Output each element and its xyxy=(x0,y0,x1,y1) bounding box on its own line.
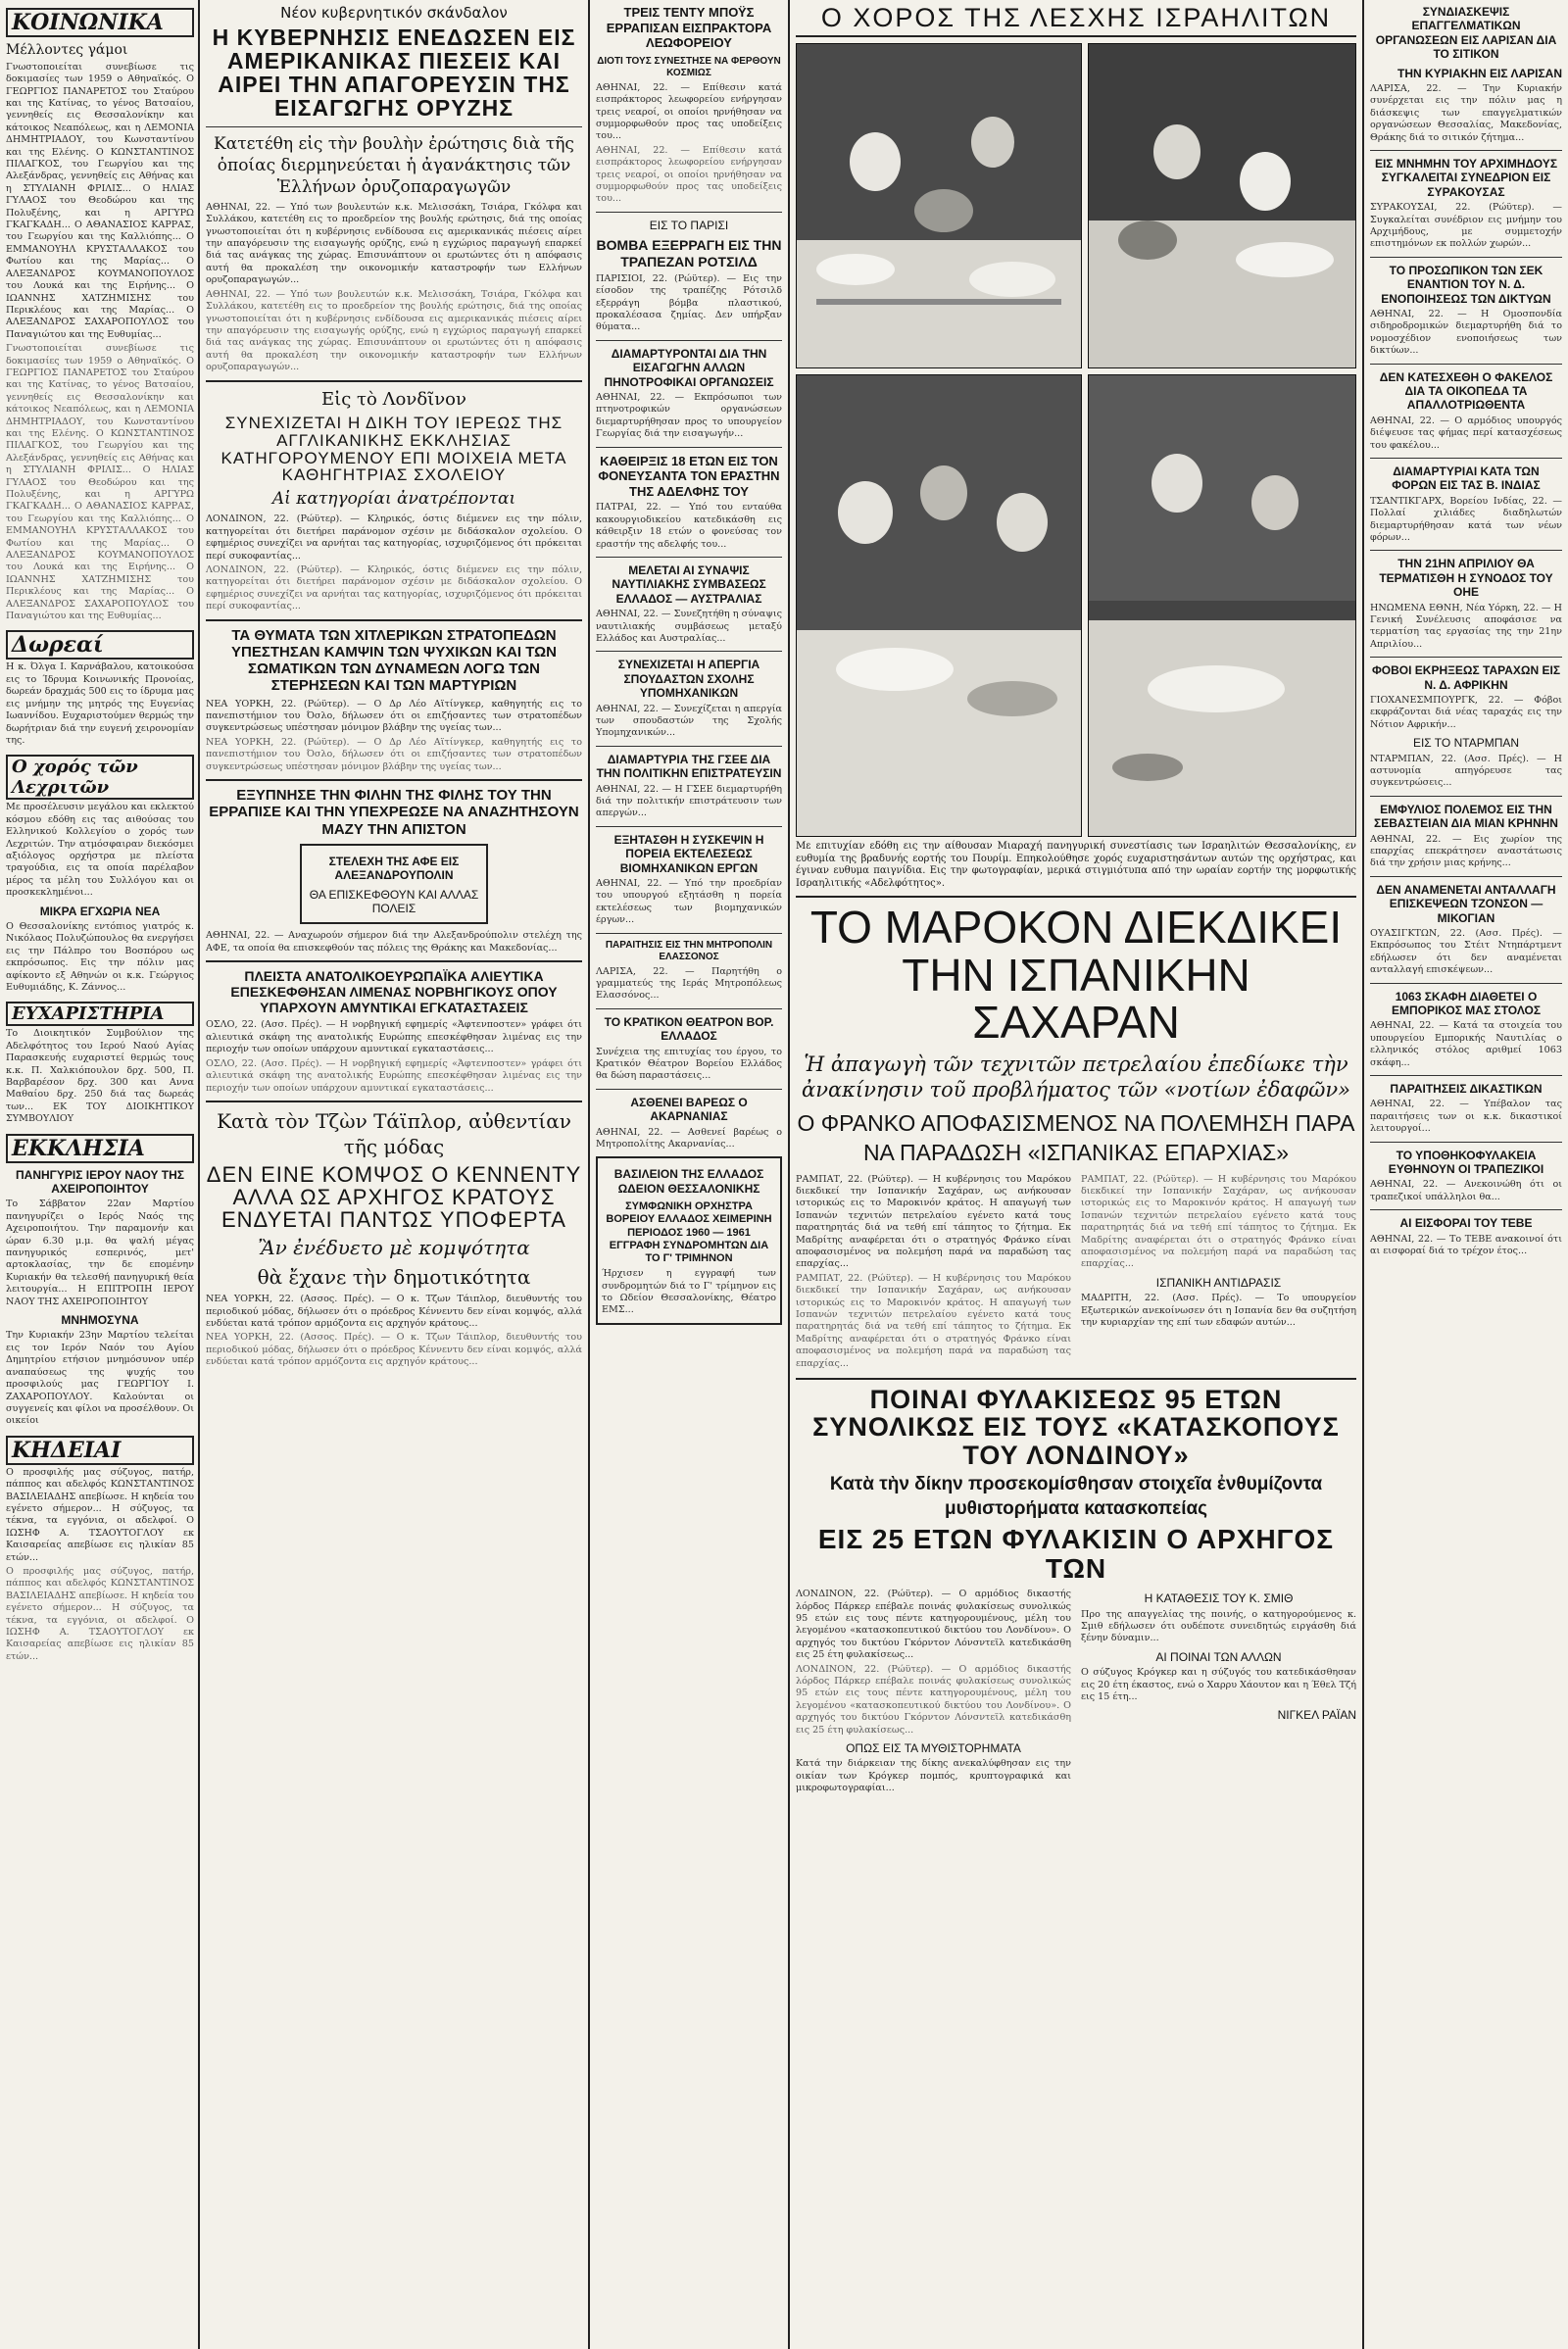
article-norway: ΟΣΛΟ, 22. (Ασσ. Πρές). — Η νορβηγική εφημερίς «Άφτενποστεν» γράφει ότι αλιευτικά σκάφη της ανατολικής Ευρώπης επεσκέφθησαν λιμένας εις την περιοχήν των οποίων υπάρχουν αμυντικαί εγκαταστάσεις... xyxy=(206,1019,582,1055)
article-morocco-cont2: ΡΑΜΠΑΤ, 22. (Ρώϋτερ). — Η κυβέρνησις του Μαρόκου διεκδικεί την Ισπανικήν Σαχάραν, ως ανήκουσαν ιστορικώς εις το Μαροκινόν κράτος. Η απαγωγή των Ισπανών τεχνιτών πετρελαίου εγένετο κατά τους παρατηρητάς διά να τεθή επί τάπητος το ζήτημα. Εκ Μαδρίτης αναφέρεται ότι ο στρατηγός Φράνκο είναι αποφασισμένος να πολεμήση παρά να παραδώση τας επαρχίας... xyxy=(1081,1173,1356,1270)
headline-search: ΕΞΥΠΝΗΣΕ ΤΗΝ ΦΙΛΗΝ ΤΗΣ ΦΙΛΗΣ ΤΟΥ ΤΗΝ ΕΡΡΑΠΙΣΕ ΚΑΙ ΤΗΝ ΥΠΕΧΡΕΩΣΕ ΝΑ ΑΝΑΖΗΤΗΣΟΥΝ ΜΑΖΥ ΤΗΝ ΑΠΙΣΤΟΝ xyxy=(209,787,579,838)
sub-gamoi: Μέλλοντες γάμοι xyxy=(6,42,128,58)
column-politics xyxy=(206,0,582,2349)
article-gsee: ΑΘΗΝΑΙ, 22. — Η ΓΣΕΕ διεμαρτυρήθη διά την πολιτικήν επιστράτευσιν των απεργών... xyxy=(596,783,782,819)
headline-bomb: ΒΟΜΒΑ ΕΞΕΡΡΑΓΗ ΕΙΣ ΤΗΝ ΤΡΑΠΕΖΑΝ ΡΟΤΣΙΛΔ xyxy=(596,237,782,270)
article-rice-cont: ΑΘΗΝΑΙ, 22. — Υπό των βουλευτών κ.κ. Μελισσάκη, Τσιάρα, Γκόλφα και Συλλάκου, κατετέθη εις το προεδρείον της βουλής ερώτησις, διά της οποίας γνωστοποιείται ότι η κυβέρνησις ενδίδουσα εις αμερικανικάς πιέσεις αίρει την απαγόρευσιν της εισαγωγής ορύζης, ενώ η εγχώριος παραγωγή επαρκεί διά τας ανάγκας της χώρας. Επισυνάπτουν οι ερωτώντες ότι η απόφασις αυτή θα προκαλέση την οικονομικήν καταστροφήν των Ελλήνων ορυζοπαραγωγών... xyxy=(206,288,582,373)
sub-spain: ΙΣΠΑΝΙΚΗ ΑΝΤΙΔΡΑΣΙΣ xyxy=(1155,1275,1282,1290)
headline-archimedes: ΕΙΣ ΜΝΗΜΗΝ ΤΟΥ ΑΡΧΙΜΗΔΟΥΣ ΣΥΓΚΑΛΕΙΤΑΙ ΣΥΝΕΔΡΙΟΝ ΕΙΣ ΣΥΡΑΚΟΥΣΑΣ xyxy=(1374,156,1558,199)
photo-grid-top xyxy=(796,43,1356,368)
sub-others: ΑΙ ΠΟΙΝΑΙ ΤΩΝ ΑΛΛΩΝ xyxy=(1155,1649,1282,1664)
headline-metro: ΠΑΡΑΙΤΗΣΙΣ ΕΙΣ ΤΗΝ ΜΗΤΡΟΠΟΛΙΝ ΕΛΑΣΣΟΝΟΣ xyxy=(605,939,773,962)
column-world xyxy=(1370,0,1562,2349)
section-kidei: ΚΗΔΕΙΑΙ xyxy=(6,1436,194,1465)
article-folder: ΑΘΗΝΑΙ, 22. — Ο αρμόδιος υπουργός διέψευσε τας φήμας περί κατασχέσεως του φακέλου... xyxy=(1370,415,1562,451)
concert-box-sub: ΣΥΜΦΩΝΙΚΗ ΟΡΧΗΣΤΡΑ ΒΟΡΕΙΟΥ ΕΛΛΑΔΟΣ ΧΕΙΜΕΡΙΝΗ ΠΕΡΙΟΔΟΣ 1960 — 1961 ΕΓΓΡΑΦΗ ΣΥΝΔΡΟΜΗΤΩΝ ΔΙΑ ΤΟ Γ' ΤΡΙΜΗΝΟΝ xyxy=(606,1200,772,1264)
headline-un: ΤΗΝ 21ΗΝ ΑΠΡΙΛΙΟΥ ΘΑ ΤΕΡΜΑΤΙΣΘΗ Η ΣΥΝΟΔΟΣ ΤΟΥ ΟΗΕ xyxy=(1379,557,1553,600)
article-rice: ΑΘΗΝΑΙ, 22. — Υπό των βουλευτών κ.κ. Μελισσάκη, Τσιάρα, Γκόλφα και Συλλάκου, κατετέθη εις το προεδρείον της βουλής ερώτησις, διά της οποίας γνωστοποιείται ότι η κυβέρνησις ενδίδουσα εις αμερικανικάς πιέσεις αίρει την απαγόρευσιν της εισαγωγής ορύζης, ενώ η εγχώριος παραγωγή επαρκεί διά τας ανάγκας της χώρας. Επισυνάπτουν οι ερωτώντες ότι η απόφασις αυτή θα προκαλέση την οικονομικήν καταστροφήν των Ελλήνων ορυζοπαραγωγών... xyxy=(206,201,582,286)
article-bank: ΑΘΗΝΑΙ, 22. — Ανεκοινώθη ότι οι τραπεζικοί υπάλληλοι θα... xyxy=(1370,1179,1562,1202)
article-union: ΛΑΡΙΣΑ, 22. — Την Κυριακήν συνέρχεται εις την πόλιν μας η διάσκεψις των επαγγελματικών οργανώσεων Θεσσαλίας, Μακεδονίας, Θράκης διά το σιτικόν ζήτημα... xyxy=(1370,82,1562,143)
headline-priest: ΣΥΝΕΧΙΖΕΤΑΙ Η ΔΙΚΗ ΤΟΥ ΙΕΡΕΩΣ ΤΗΣ ΑΓΓΛΙΚΑΝΙΚΗΣ ΕΚΚΛΗΣΙΑΣ ΚΑΤΗΓΟΡΟΥΜΕΝΟΥ ΕΠΙ ΜΟΙΧΕΙΑ ΜΕΤΑ ΚΑΘΗΓΗΤΡΙΑΣ ΣΧΟΛΕΙΟΥ xyxy=(220,413,567,485)
subhead-spies: Κατὰ τὴν δίκην προσεκομίσθησαν στοιχεῖα ἐνθυμίζοντα μυθιστορήματα κατασκοπείας xyxy=(829,1474,1323,1519)
photo-grid-bottom xyxy=(796,374,1356,837)
article-victims: ΝΕΑ ΥΟΡΚΗ, 22. (Ρώϋτερ). — Ο Δρ Λέο Αϊτίνγκερ, καθηγητής εις το πανεπιστήμιον του Όσλο, δήλωσεν ότι οι επιζήσαντες των στρατοπέδων συγκεντρώσεως υπέστησαν μόνιμον βλάβην της υγείας των... xyxy=(206,698,582,734)
article-euxaristiria: Το Διοικητικόν Συμβούλιον της Αδελφότητος του Ιερού Ναού Αγίας Παρασκευής ευχαριστεί θερμώς τους κ.κ. Π. Χαλκιόπουλον δρχ. 500, Π. Βαρβαρέσον δρχ. 300 και Αννα Μαθαίου δρχ. 250 διά τας δωρεάς των... ΕΚ ΤΟΥ ΔΙΟΙΚΗΤΙΚΟΥ ΣΥΜΒΟΥΛΙΟΥ xyxy=(6,1028,194,1125)
article-norway-cont: ΟΣΛΟ, 22. (Ασσ. Πρές). — Η νορβηγική εφημερίς «Άφτενποστεν» γράφει ότι αλιευτικά σκάφη της ανατολικής Ευρώπης επεσκέφθησαν λιμένας εις την περιοχήν των οποίων υπάρχουν αμυντικαί εγκαταστάσεις... xyxy=(206,1057,582,1094)
article-gamoi-cont: Γνωστοποιείται συνεβίωσε τις δοκιμασίες των 1959 ο Αθηναϊκός. Ο ΓΕΩΡΓΙΟΣ ΠΑΝΑΡΕΤΟΣ του Σταύρου και της Κατίνας, το γένος Βατσαίου, γεννηθείς εις Θεσσαλονίκην και κάτοικος Νεαπόλεως, και η ΛΕΜΟΝΙΑ ΔΗΜΗΤΡΙΑΔΟΥ, του Κωνσταντίνου και της Ελένης. Ο ΚΩΝΣΤΑΝΤΙΝΟΣ ΠΙΛΑΓΚΟΣ, του Γεωργίου και της Αλεξάνδρας, γεννηθείς εις Αθήνας και η ΣΤΥΛΙΑΝΗ ΦΡΙΛΙΣ... Ο ΗΛΙΑΣ ΓΥΛΑΟΣ του Θεοδώρου και της Πολυξένης, και η ΑΡΓΥΡΩ ΓΚΑΓΚΑΔΗ... Ο ΑΘΑΝΑΣΙΟΣ ΚΑΡΡΑΣ, του Γεωργίου και της Καλλιόπης... Ο ΕΜΜΑΝΟΥΗΛ ΚΡΥΣΤΑΛΛΑΚΟΣ του Φωτίου και της Μαρίας... Ο ΑΛΕΞΑΝΔΡΟΣ ΚΟΥΜΑΝΟΠΟΥΛΟΣ του Λουκά και της Ειρήνης... Ο ΙΩΑΝΝΗΣ ΧΑΤΖΗΜΙΣΗΣ του Περικλέους και της Μαρίας... Ο ΑΛΕΞΑΝΔΡΟΣ ΣΑΧΑΡΟΠΟΥΛΟΣ του Παναγιώτου και της Ευθυμίας... xyxy=(6,343,194,622)
column-rule xyxy=(788,0,790,2349)
headline-ships: 1063 ΣΚΑΦΗ ΔΙΑΘΕΤΕΙ Ο ΕΜΠΟΡΙΚΟΣ ΜΑΣ ΣΤΟΛΟΣ xyxy=(1391,989,1542,1017)
concert-box xyxy=(596,1156,782,1324)
article-search: ΑΘΗΝΑΙ, 22. — Αναχωρούν σήμερον διά την Αλεξανδρούπολιν στελέχη της ΑΦΕ, τα οποία θα επισκεφθούν τας πόλεις της Θράκης και Μακεδονίας... xyxy=(206,930,582,954)
article-mnimosyna: Την Κυριακήν 23ην Μαρτίου τελείται εις τον Ιερόν Ναόν του Αγίου Δημητρίου ετήσιον μνημόσυνον υπέρ αναπαύσεως της ψυχής του προσφιλούς μας ΓΕΩΡΓΙΟΥ Ι. ΖΑΧΑΡΟΠΟΥΛΟΥ. Καλούνται οι συγγενείς και φίλοι να προσέλθουν. Οι οικείοι xyxy=(6,1330,194,1427)
box-afe-sub: ΘΑ ΕΠΙΣΚΕΦΘΟΥΝ ΚΑΙ ΑΛΛΑΣ ΠΟΛΕΙΣ xyxy=(309,887,479,915)
headline-gsee: ΔΙΑΜΑΡΤΥΡΙΑ ΤΗΣ ΓΣΕΕ ΔΙΑ ΤΗΝ ΠΟΛΙΤΙΚΗΝ ΕΠΙΣΤΡΑΤΕΥΣΙΝ xyxy=(596,752,782,781)
article-south-africa: ΓΙΟΧΑΝΕΣΜΠΟΥΡΓΚ, 22. — Φόβοι εκφράζονται διά νέας ταραχάς εις την Νότιον Αφρικήν... xyxy=(1370,694,1562,730)
article-kennedy-cont: ΝΕΑ ΥΟΡΚΗ, 22. (Ασσος. Πρές). — Ο κ. Τζων Τάιπλορ, διευθυντής του περιοδικού μόδας, δήλωσεν ότι ο πρόεδρος Κέννεντυ δεν είναι κομψός, αλλά ενδύεται κατά τρόπον αρμόζοντα εις αρχηγόν κράτους... xyxy=(206,1332,582,1368)
article-tent-cont: ΑΘΗΝΑΙ, 22. — Επίθεσιν κατά εισπράκτορος λεωφορείου ενήργησαν τρεις νεαροί, οι οποίοι ηρνήθησαν να συμμορφωθούν προς τας υποδείξεις του... xyxy=(596,144,782,205)
article-ekthesi: Ο Θεσσαλονίκης εντόπιος γιατρός κ. Νικόλαος Πολυζώπουλος θα ενεργήσει εις την Πάλπρο του Βοσπόρου ως εκπρόσωπος. Εις την πόλιν μας αφίκοντο εξ Αθηνών οι κ.κ. Γεώργιος Ευθυμιάδης, Κ. Ζάννος... xyxy=(6,920,194,993)
article-spies-cont: ΛΟΝΔΙΝΟΝ, 22. (Ρώϋτερ). — Ο αρμόδιος δικαστής λόρδος Πάρκερ επέβαλε ποινάς φυλακίσεως συνολικώς 95 ετών εις τους πέντε κατηγορουμένους, μέλη του λεγομένου «κατασκοπευτικού δικτύου του Λονδίνου». Ο αρχηγός του δικτύου Γκόρντον Λόνσντεϊλ κατεδικάσθη εις 25 έτη φυλακίσεως... xyxy=(796,1663,1071,1736)
subhead-franco: Ο ΦΡΑΝΚΟ ΑΠΟΦΑΣΙΣΜΕΝΟΣ ΝΑ ΠΟΛΕΜΗΣΗ ΠΑΡΑ ΝΑ ΠΑΡΑΔΩΣΗ «ΙΣΠΑΝΙΚΑΣ ΕΠΑΡΧΙΑΣ» xyxy=(797,1109,1355,1165)
headline-morocco: ΤΟ ΜΑΡΟΚΟΝ ΔΙΕΚΔΙΚΕΙ ΤΗΝ ΙΣΠΑΝΙΚΗΝ ΣΑΧΑΡΑΝ xyxy=(809,902,1343,1048)
sub-tent: ΔΙΟΤΙ ΤΟΥΣ ΣΥΝΕΣΤΗΣΕ ΝΑ ΦΕΡΘΟΥΝ ΚΟΣΜΙΩΣ xyxy=(597,55,781,78)
tag-ndarban: ΕΙΣ ΤΟ ΝΤΑΡΜΠΑΝ xyxy=(1412,736,1520,751)
headline-visits: ΔΕΝ ΑΝΑΜΕΝΕΤΑΙ ΑΝΤΑΛΛΑΓΗ ΕΠΙΣΚΕΨΕΩΝ ΤΖΟΝΣΟΝ — ΜΙΚΟΓΙΑΝ xyxy=(1376,882,1556,925)
article-victims-cont: ΝΕΑ ΥΟΡΚΗ, 22. (Ρώϋτερ). — Ο Δρ Λέο Αϊτίνγκερ, καθηγητής εις το πανεπιστήμιον του Όσλο, δήλωσεν ότι οι επιζήσαντες των στρατοπέδων συγκεντρώσεως υπέστησαν μόνιμον βλάβην της υγείας των... xyxy=(206,736,582,772)
kicker-taylor: Κατὰ τὸν Τζὼν Τάϊπλορ, αὐθεντίαν τῆς μόδας xyxy=(217,1108,571,1158)
headline-victims: ΤΑ ΘΥΜΑΤΑ ΤΩΝ ΧΙΤΛΕΡΙΚΩΝ ΣΤΡΑΤΟΠΕΔΩΝ ΥΠΕΣΤΗΣΑΝ ΚΑΜΨΙΝ ΤΩΝ ΨΥΧΙΚΩΝ ΚΑΙ ΤΩΝ ΣΩΜΑΤΙΚΩΝ ΤΩΝ ΔΥΝΑΜΕΩΝ ΛΟΓΩ ΤΩΝ ΣΤΕΡΗΣΕΩΝ ΚΑΙ ΤΩΝ ΜΑΡΤΥΡΙΩΝ xyxy=(231,626,557,695)
article-un: ΗΝΩΜΕΝΑ ΕΘΝΗ, Νέα Υόρκη, 22. — Η Γενική Συνέλευσις αποφάσισε να τερματίση τας εργασίας της την 21ην Απριλίου... xyxy=(1370,602,1562,650)
article-morocco: ΡΑΜΠΑΤ, 22. (Ρώϋτερ). — Η κυβέρνησις του Μαρόκου διεκδικεί την Ισπανικήν Σαχάραν, ως ανήκουσαν ιστορικώς εις το Μαροκινόν κράτος. Η απαγωγή των Ισπανών τεχνιτών πετρελαίου εγένετο κατά τους παρατηρητάς διά να τεθή επί τάπητος το ζήτημα. Εκ Μαδρίτης αναφέρεται ότι ο στρατηγός Φράνκο είναι αποφασισμένος να πολεμήση παρά να παραδώση τας επαρχίας... xyxy=(796,1173,1071,1270)
headline-murder: ΚΑΘΕΙΡΞΙΣ 18 ΕΤΩΝ ΕΙΣ ΤΟΝ ΦΟΝΕΥΣΑΝΤΑ ΤΟΝ ΕΡΑΣΤΗΝ ΤΗΣ ΑΔΕΛΦΗΣ ΤΟΥ xyxy=(598,453,780,499)
column-rule xyxy=(588,0,590,2349)
headline-cadets: ΣΥΝΕΧΙΖΕΤΑΙ Η ΑΠΕΡΓΙΑ ΣΠΟΥΔΑΣΤΩΝ ΣΧΟΛΗΣ ΥΠΟΜΗΧΑΝΙΚΩΝ xyxy=(617,658,760,701)
sub-ekthesi: ΜΙΚΡΑ ΕΓΧΩΡΙΑ ΝΕΑ xyxy=(39,904,161,918)
headline-union: ΣΥΝΔΙΑΣΚΕΨΙΣ ΕΠΑΓΓΕΛΜΑΤΙΚΩΝ ΟΡΓΑΝΩΣΕΩΝ ΕΙΣ ΛΑΡΙΣΑΝ ΔΙΑ ΤΟ ΣΙΤΙΚΟΝ xyxy=(1375,5,1557,62)
article-ndarban: ΝΤΑΡΜΠΑΝ, 22. (Ασσ. Πρές). — Η αστυνομία απηγόρευσε τας συγκεντρώσεις... xyxy=(1370,753,1562,789)
article-kidei: Ο προσφιλής μας σύζυγος, πατήρ, πάππος και αδελφός ΚΩΝΣΤΑΝΤΙΝΟΣ ΒΑΣΙΛΕΙΑΔΗΣ απεβίωσε. Η κηδεία του εγένετο σήμερον... Η σύζυγος, τα τέκνα, τα εγγόνια, οι αδελφοί. Ο ΙΩΣΗΦ Α. ΤΣΑΟΥΤΟΓΛΟΥ εκ Καισαρείας απεβίωσε εις ηλικίαν 85 ετών... xyxy=(6,1466,194,1563)
photo-caption: Με επιτυχίαν εδόθη εις την αίθουσαν Μιαραχή πανηγυρική συνεστίασις των Ισραηλιτών Θεσσαλονίκης, εν ευθυμία της βραδυνής εορτής του Πουρίμ. Επηκολούθησε χορός ευχαριστησάντων αυτών της ορχήστρας, και έγιναν ευθυμα παιγνίδια. Εις την φωτογραφίαν, μερικά στιγμιότυπα από την ωραίαν εορτήν της μορφωτικής Ισραηλιτικής «Αδελφότητος». xyxy=(796,841,1356,889)
party-photo-1 xyxy=(796,43,1082,368)
column-rule xyxy=(1362,0,1364,2349)
headline-north: ΕΞΗΤΑΣΘΗ Η ΣΥΣΚΕΨΙΝ Η ΠΟΡΕΙΑ ΕΚΤΕΛΕΣΕΩΣ ΒΙΟΜΗΧΑΝΙΚΩΝ ΕΡΓΩΝ xyxy=(613,832,764,875)
headline-fert: ΔΙΑΜΑΡΤΥΡΟΝΤΑΙ ΔΙΑ ΤΗΝ ΕΙΣΑΓΩΓΗΝ ΑΛΛΩΝ ΠΗΝΟΤΡΟΦΙΚΑΙ ΟΡΓΑΝΩΣΕΙΣ xyxy=(604,346,774,389)
article-spain: ΜΑΔΡΙΤΗ, 22. (Ασσ. Πρές). — Το υπουργείον Εξωτερικών ανεκοίνωσεν ότι η Ισπανία δεν θα συζητήση την κυριαρχίαν της επί των εδαφών αυτών... xyxy=(1081,1293,1356,1328)
sub-fiction: ΟΠΩΣ ΕΙΣ ΤΑ ΜΥΘΙΣΤΟΡΗΜΑΤΑ xyxy=(846,1741,1021,1756)
article-kidei-cont: Ο προσφιλής μας σύζυγος, πατήρ, πάππος και αδελφός ΚΩΝΣΤΑΝΤΙΝΟΣ ΒΑΣΙΛΕΙΑΔΗΣ απεβίωσε. Η κηδεία του εγένετο σήμερον... Η σύζυγος, τα τέκνα, τα εγγόνια, οι αδελφοί. Ο ΙΩΣΗΦ Α. ΤΣΑΟΥΤΟΓΛΟΥ εκ Καισαρείας απεβίωσε εις ηλικίαν 85 ετών... xyxy=(6,1565,194,1662)
headline-south-africa: ΦΟΒΟΙ ΕΚΡΗΞΕΩΣ ΤΑΡΑΧΩΝ ΕΙΣ Ν. Δ. ΑΦΡΙΚΗΝ xyxy=(1371,663,1561,692)
article-tax: ΤΣΑΝΤΙΚΓΑΡΧ, Βορείου Ινδίας, 22. — Πολλαί χιλιάδες διαδηλωτών διεμαρτυρήθησαν κατά των νέων φόρων... xyxy=(1370,495,1562,543)
column-main xyxy=(796,0,1356,2349)
subhead-morocco-italic: Ἡ ἀπαγωγὴ τῶν τεχνιτῶν πετρελαίου ἐπεδίωκε τὴν ἀνακίνησιν τοῦ προβλήματος τῶν «νοτίων ἐδαφῶν» xyxy=(802,1052,1350,1102)
article-dorea: Η κ. Όλγα Ι. Καρνάβαλου, κατοικούσα εις το Ίδρυμα Κοινωνικής Προνοίας, δωρεάν δραχμάς 500 εις το ίδρυμα μας εις μνήμην της μητρός της Ευγενίας Ιωαννίδου. Ευχαριστούμεν θερμώς την δωρήτριαν διά την ευγενή χειρονομίαν της. xyxy=(6,661,194,746)
sub-priest: Αἱ κατηγορίαι ἀνατρέπονται xyxy=(271,489,516,510)
headline-maritime: ΜΕΛΕΤΑΙ ΑΙ ΣΥΝΑΨΙΣ ΝΑΥΤΙΛΙΑΚΗΣ ΣΥΜΒΑΣΕΩΣ ΕΛΛΑΔΟΣ — ΑΥΣΤΡΑΛΙΑΣ xyxy=(612,563,766,606)
headline-tebe: ΑΙ ΕΙΣΦΟΡΑΙ ΤΟΥ ΤΕΒΕ xyxy=(1399,1216,1533,1231)
tag-paris: ΕΙΣ ΤΟ ΠΑΡΙΣΙ xyxy=(649,218,729,232)
concert-box-body: Ήρχισεν η εγγραφή των συνδρομητών διά το Γ' τρίμηνον εις το Ωδείον Θεσσαλονίκης, Θέατρο ΕΜΣ... xyxy=(602,1268,776,1316)
headline-tent: ΤΡΕΙΣ ΤΕΝΤΥ ΜΠΟΫΣ ΕΡΡΑΠΙΣΑΝ ΕΙΣΠΡΑΚΤΟΡΑ ΛΕΩΦΟΡΕΙΟΥ xyxy=(606,5,772,51)
headline-bank: ΤΟ ΥΠΟΘΗΚΟΦΥΛΑΚΕΙΑ ΕΥΘΗΝΟΥΝ ΟΙ ΤΡΑΠΕΖΙΚΟΙ xyxy=(1388,1148,1544,1176)
article-judges: ΑΘΗΝΑΙ, 22. — Υπέβαλον τας παραιτήσεις των οι κ.κ. δικαστικοί λειτουργοί... xyxy=(1370,1099,1562,1135)
sub-kennedy-2: θὰ ἔχανε τὴν δημοτικότητα xyxy=(257,1265,531,1290)
article-kennedy: ΝΕΑ ΥΟΡΚΗ, 22. (Ασσος. Πρές). — Ο κ. Τζων Τάιπλορ, διευθυντής του περιοδικού μόδας, δήλωσεν ότι ο πρόεδρος Κέννεντυ δεν είναι κομψός, αλλά ενδύεται κατά τρόπον αρμόζοντα εις αρχηγόν κράτους... xyxy=(206,1294,582,1330)
section-euxaristiria: ΕΥΧΑΡΙΣΤΗΡΙΑ xyxy=(6,1002,194,1026)
section-ekklisia: ΕΚΚΛΗΣΙΑ xyxy=(6,1134,194,1163)
tag-london: Εἰς τὸ Λονδῖνον xyxy=(321,388,466,410)
article-murder: ΠΑΤΡΑΙ, 22. — Υπό του ενταύθα κακουργιοδικείου κατεδικάσθη εις κάθειρξιν 18 ετών ο φονεύσας τον εραστήν της αδελφής του... xyxy=(596,502,782,550)
concert-box-title: ΒΑΣΙΛΕΙΟΝ ΤΗΣ ΕΛΛΑΔΟΣ ΩΔΕΙΟΝ ΘΕΣΣΑΛΟΝΙΚΗΣ xyxy=(613,1167,764,1196)
article-maritime: ΑΘΗΝΑΙ, 22. — Συνεζητήθη η σύναψις ναυτιλιακής συμβάσεως μεταξύ Ελλάδος και Αυστραλίας... xyxy=(596,609,782,645)
article-fiction: Κατά την διάρκειαν της δίκης ανεκαλύφθησαν εις την οικίαν των Κρόγκερ πομπός, κρυπτογραφικά και μικροφωτογραφίαι... xyxy=(796,1758,1071,1794)
article-ekklisia: Το Σάββατον 22αν Μαρτίου πανηγυρίζει ο Ιερός Ναός της Αχειροποιήτου. Την παραμονήν και ώραν 6.30 μ.μ. θα ψαλή μέγας πανηγυρικός εσπερινός, μετ' αρτοκλασίας, την δε επομένην Κυριακήν θα τελεσθή πανηγυρική θεία λειτουργία... Η ΕΠΙΤΡΟΠΗ ΙΕΡΟΥ ΝΑΟΥ ΤΗΣ ΑΧΕΙΡΟΠΟΙΗΤΟΥ xyxy=(6,1199,194,1307)
article-bomb: ΠΑΡΙΣΙΟΙ, 22. (Ρώϋτερ). — Εις την είσοδον της τραπέζης Ρότσιλδ εξερράγη βόμβα πλαστικού, προκαλέσασα ζημίας. Δεν υπήρξαν θύματα... xyxy=(596,272,782,333)
sub-kennedy-1: Ἂν ἐνέδυετο μὲ κομψότητα xyxy=(258,1236,530,1260)
box-afe-title: ΣΤΕΛΕΧΗ ΤΗΣ ΑΦΕ ΕΙΣ ΑΛΕΞΑΝΔΡΟΥΠΟΛΙΝ xyxy=(328,854,460,883)
article-akarnania: ΑΘΗΝΑΙ, 22. — Ασθενεί βαρέως ο Μητροπολίτης Ακαρνανίας... xyxy=(596,1126,782,1150)
headline-judges: ΠΑΡΑΙΤΗΣΕΙΣ ΔΙΚΑΣΤΙΚΩΝ xyxy=(1390,1081,1543,1096)
article-tebe: ΑΘΗΝΑΙ, 22. — Το ΤΕΒΕ ανακοινοί ότι αι εισφοραί διά το τρέχον έτος... xyxy=(1370,1233,1562,1256)
headline-rice: Η ΚΥΒΕΡΝΗΣΙΣ ΕΝΕΔΩΣΕΝ ΕΙΣ ΑΜΕΡΙΚΑΝΙΚΑΣ ΠΙΕΣΕΙΣ ΚΑΙ ΑΙΡΕΙ ΤΗΝ ΑΠΑΓΟΡΕΥΣΙΝ ΤΗΣ ΕΙΣΑΓΩΓΗΣ ΟΡΥΖΗΣ xyxy=(212,24,576,122)
party-photo-4 xyxy=(1088,374,1356,837)
article-ships: ΑΘΗΝΑΙ, 22. — Κατά τα στοιχεία του υπουργείου Εμπορικής Ναυτιλίας ο ελληνικός στόλος αριθμεί 1063 σκάφη... xyxy=(1370,1020,1562,1068)
headline-norway: ΠΛΕΙΣΤΑ ΑΝΑΤΟΛΙΚΟΕΥΡΩΠΑΪΚΑ ΑΛΙΕΥΤΙΚΑ ΕΠΕΣΚΕΦΘΗΣΑΝ ΛΙΜΕΝΑΣ ΝΟΡΒΗΓΙΚΟΥΣ ΟΠΟΥ ΥΠΑΡΧΟΥΝ ΑΜΥΝΤΙΚΑΙ ΕΓΚΑΤΑΣΤΑΣΕΙΣ xyxy=(230,968,558,1016)
article-smith: Προ της απαγγελίας της ποινής, ο κατηγορούμενος κ. Σμιθ εδήλωσεν ότι ουδέποτε συνειδητώς ειργάσθη διά ξένην δύναμιν... xyxy=(1081,1608,1356,1644)
sub-ekklisia: ΠΑΝΗΓΥΡΙΣ ΙΕΡΟΥ ΝΑΟΥ ΤΗΣ ΑΧΕΙΡΟΠΟΙΗΤΟΥ xyxy=(16,1167,184,1197)
headline-theater: ΤΟ ΚΡΑΤΙΚΟΝ ΘΕΑΤΡΟΝ ΒΟΡ. ΕΛΛΑΔΟΣ xyxy=(604,1014,774,1044)
article-morocco-cont: ΡΑΜΠΑΤ, 22. (Ρώϋτερ). — Η κυβέρνησις του Μαρόκου διεκδικεί την Ισπανικήν Σαχάραν, ως ανήκουσαν ιστορικώς εις το Μαροκινόν κράτος. Η απαγωγή των Ισπανών τεχνιτών πετρελαίου εγένετο κατά τους παρατηρητάς διά να τεθή επί τάπητος το ζήτημα. Εκ Μαδρίτης αναφέρεται ότι ο στρατηγός Φράνκο είναι αποφασισμένος να πολεμήση παρά να παραδώση τας επαρχίας... xyxy=(796,1272,1071,1369)
party-photo-3 xyxy=(796,374,1082,837)
byline: ΝΙΓΚΕΛ ΡΑΪΑΝ xyxy=(1277,1708,1356,1723)
article-spies: ΛΟΝΔΙΝΟΝ, 22. (Ρώϋτερ). — Ο αρμόδιος δικαστής λόρδος Πάρκερ επέβαλε ποινάς φυλακίσεως συνολικώς 95 ετών εις τους πέντε κατηγορουμένους, μέλη του λεγομένου «κατασκοπευτικού δικτύου του Λονδίνου». Ο αρχηγός του δικτύου Γκόρντον Λόνσντεϊλ κατεδικάσθη εις 25 έτη φυλακίσεως... xyxy=(796,1589,1071,1661)
headline-tax: ΔΙΑΜΑΡΤΥΡΙΑΙ ΚΑΤΑ ΤΩΝ ΦΟΡΩΝ ΕΙΣ ΤΑΣ Β. ΙΝΔΙΑΣ xyxy=(1392,464,1541,493)
headline-kennedy: ΔΕΝ ΕΙΝΕ ΚΟΜΨΟΣ Ο ΚΕΝΝΕΝΤΥ ΑΛΛΑ ΩΣ ΑΡΧΗΓΟΣ ΚΡΑΤΟΥΣ ΕΝΔΥΕΤΑΙ ΠΑΝΤΩΣ ΥΠΟΦΕΡΤΑ xyxy=(206,1161,582,1233)
section-lexiton: Ο χορός τῶν Λεχριτῶν xyxy=(6,755,194,800)
article-archimedes: ΣΥΡΑΚΟΥΣΑΙ, 22. (Ρώϋτερ). — Συγκαλείται συνέδριον εις μνήμην του Αρχιμήδους, με συμμετοχήν επιστημόνων εκ πολλών χωρών... xyxy=(1370,202,1562,250)
headline-spies: ΠΟΙΝΑΙ ΦΥΛΑΚΙΣΕΩΣ 95 ΕΤΩΝ ΣΥΝΟΛΙΚΩΣ ΕΙΣ ΤΟΥΣ «ΚΑΤΑΣΚΟΠΟΥΣ ΤΟΥ ΛΟΝΔΙΝΟΥ» xyxy=(812,1385,1340,1470)
headline-leader: ΕΙΣ 25 ΕΤΩΝ ΦΥΛΑΚΙΣΙΝ Ο ΑΡΧΗΓΟΣ ΤΩΝ xyxy=(817,1524,1335,1584)
headline-akarnania: ΑΣΘΕΝΕΙ ΒΑΡΕΩΣ Ο ΑΚΑΡΝΑΝΙΑΣ xyxy=(630,1095,748,1124)
article-lexiton: Με προσέλευσιν μεγάλου και εκλεκτού κόσμου εδόθη εις τας αιθούσας του Ελληνικού Κολλεγίου ο χορός των Λεχριτών. Την ατμόσφαιραν διεκόσμει αξιόλογος ορχήστρα με πλείστα τραγούδια, εις τα οποία παρέλαβον μέρος τα μέλη του Συλλόγου και οι προσκεκλημένοι... xyxy=(6,802,194,899)
headline-folder: ΔΕΝ ΚΑΤΕΣΧΕΘΗ Ο ΦΑΚΕΛΟΣ ΔΙΑ ΤΑ ΟΙΚΟΠΕΔΑ ΤΑ ΑΠΑΛΛΟΤΡΙΩΘΕΝΤΑ xyxy=(1379,369,1553,413)
article-civil: ΑΘΗΝΑΙ, 22. — Εις χωρίον της επαρχίας επεκράτησεν αναστάτωσις διά την χρήσιν μιας κρήνης... xyxy=(1370,833,1562,869)
sub-mnimosyna: ΜΝΗΜΟΣΥΝΑ xyxy=(61,1313,139,1328)
headline-civil: ΕΜΦΥΛΙΟΣ ΠΟΛΕΜΟΣ ΕΙΣ ΤΗΝ ΣΕΒΑΣΤΕΙΑΝ ΔΙΑ ΜΙΑΝ ΚΡΗΝΗΝ xyxy=(1374,802,1558,831)
article-cadets: ΑΘΗΝΑΙ, 22. — Συνεχίζεται η απεργία των σπουδαστών της Σχολής Υπομηχανικών... xyxy=(596,703,782,739)
section-dorea: Δωρεαί xyxy=(6,630,194,660)
article-north: ΑΘΗΝΑΙ, 22. — Υπό την προεδρίαν του υπουργού εξητάσθη η πορεία εκτελέσεως των βιομηχανικών έργων... xyxy=(596,878,782,926)
section-koinonika: ΚΟΙΝΩΝΙΚΑ xyxy=(6,8,194,37)
sub-union: ΤΗΝ ΚΥΡΙΑΚΗΝ ΕΙΣ ΛΑΡΙΣΑΝ xyxy=(1397,66,1562,80)
article-priest-cont: ΛΟΝΔΙΝΟΝ, 22. (Ρώϋτερ). — Κληρικός, όστις διέμενεν εις την πόλιν, κατηγορείται ότι διετήρει παράνομον σχέσιν με διδάσκαλον σχολείου. Ο εφημέριος συνεχίζει να αρνήται τας κατηγορίας, ισχυριζόμενος ότι πρόκειται περί συκοφαντίας... xyxy=(206,564,582,612)
article-theater: Συνέχεια της επιτυχίας του έργου, το Κρατικόν Θέατρον Βορείου Ελλάδος θα δώση παραστάσεις... xyxy=(596,1046,782,1082)
column-briefs xyxy=(596,0,782,2349)
article-visits: ΟΥΑΣΙΓΚΤΩΝ, 22. (Ασσ. Πρές). — Εκπρόσωπος του Στέιτ Ντηπάρτμεντ εδήλωσεν ότι δεν αναμένεται ανταλλαγή επισκέψεων... xyxy=(1370,927,1562,976)
article-fert: ΑΘΗΝΑΙ, 22. — Εκπρόσωποι των πτηνοτροφικών οργανώσεων διεμαρτυρήθησαν προς το υπουργείον Γεωργίας διά την εισαγωγήν... xyxy=(596,392,782,440)
kicker-scandal: Νέον κυβερνητικόν σκάνδαλον xyxy=(280,4,508,22)
column-rule xyxy=(198,0,200,2349)
article-gamoi: Γνωστοποιείται συνεβίωσε τις δοκιμασίες των 1959 ο Αθηναϊκός. Ο ΓΕΩΡΓΙΟΣ ΠΑΝΑΡΕΤΟΣ του Σταύρου και της Κατίνας, το γένος Βατσαίου, γεννηθείς εις Θεσσαλονίκην και κάτοικος Νεαπόλεως, και η ΛΕΜΟΝΙΑ ΔΗΜΗΤΡΙΑΔΟΥ, του Κωνσταντίνου και της Ελένης. Ο ΚΩΝΣΤΑΝΤΙΝΟΣ ΠΙΛΑΓΚΟΣ, του Γεωργίου και της Αλεξάνδρας, γεννηθείς εις Αθήνας και η ΣΤΥΛΙΑΝΗ ΦΡΙΛΙΣ... Ο ΗΛΙΑΣ ΓΥΛΑΟΣ του Θεοδώρου και της Πολυξένης, και η ΑΡΓΥΡΩ ΓΚΑΓΚΑΔΗ... Ο ΑΘΑΝΑΣΙΟΣ ΚΑΡΡΑΣ, του Γεωργίου και της Καλλιόπης... Ο ΕΜΜΑΝΟΥΗΛ ΚΡΥΣΤΑΛΛΑΚΟΣ του Φωτίου και της Μαρίας... Ο ΑΛΕΞΑΝΔΡΟΣ ΚΟΥΜΑΝΟΠΟΥΛΟΣ του Λουκά και της Ειρήνης... Ο ΙΩΑΝΝΗΣ ΧΑΤΖΗΜΙΣΗΣ του Περικλέους και της Μαρίας... Ο ΑΛΕΞΑΝΔΡΟΣ ΣΑΧΑΡΟΠΟΥΛΟΣ του Παναγιώτου και της Ευθυμίας... xyxy=(6,61,194,340)
headline-photo: Ο ΧΟΡΟΣ ΤΗΣ ΛΕΣΧΗΣ ΙΣΡΑΗΛΙΤΩΝ xyxy=(796,4,1356,37)
article-metro: ΛΑΡΙΣΑ, 22. — Παρητήθη ο γραμματεύς της Ιεράς Μητροπόλεως Ελασσόνος... xyxy=(596,965,782,1002)
article-others: Ο σύζυγος Κρόγκερ και η σύζυγός του κατεδικάσθησαν εις 20 έτη έκαστος, ενώ ο Χαρρυ Χάουτον και η Έθελ Τζή εις 15 έτη... xyxy=(1081,1667,1356,1703)
subhead-rice: Κατετέθη εἰς τὴν βουλὴν ἐρώτησις διὰ τῆς ὁποίας διερμηνεύεται ἡ ἀγανάκτησις τῶν Ἑλλήνων ὀρυζοπαραγωγῶν xyxy=(214,133,574,197)
article-sek: ΑΘΗΝΑΙ, 22. — Η Ομοσπονδία σιδηροδρομικών διεμαρτυρήθη διά το νομοσχέδιον ενοποιήσεως των δικτύων... xyxy=(1370,308,1562,357)
article-priest: ΛΟΝΔΙΝΟΝ, 22. (Ρώϋτερ). — Κληρικός, όστις διέμενεν εις την πόλιν, κατηγορείται ότι διετήρει παράνομον σχέσιν με διδάσκαλον σχολείου. Ο εφημέριος συνεχίζει να αρνήται τας κατηγορίας, ισχυριζόμενος ότι πρόκειται περί συκοφαντίας... xyxy=(206,514,582,562)
headline-sek: ΤΟ ΠΡΟΣΩΠΙΚΟΝ ΤΩΝ ΣΕΚ ΕΝΑΝΤΙΟΝ ΤΟΥ Ν. Δ. ΕΝΟΠΟΙΗΣΕΩΣ ΤΩΝ ΔΙΚΤΥΩΝ xyxy=(1381,263,1551,306)
party-photo-2 xyxy=(1088,43,1356,368)
article-tent: ΑΘΗΝΑΙ, 22. — Επίθεσιν κατά εισπράκτορος λεωφορείου ενήργησαν τρεις νεαροί, οι οποίοι ηρνήθησαν να συμμορφωθούν προς τας υποδείξεις του... xyxy=(596,81,782,142)
column-social xyxy=(6,0,194,2349)
sub-smith: Η ΚΑΤΑΘΕΣΙΣ ΤΟΥ Κ. ΣΜΙΘ xyxy=(1144,1591,1294,1606)
